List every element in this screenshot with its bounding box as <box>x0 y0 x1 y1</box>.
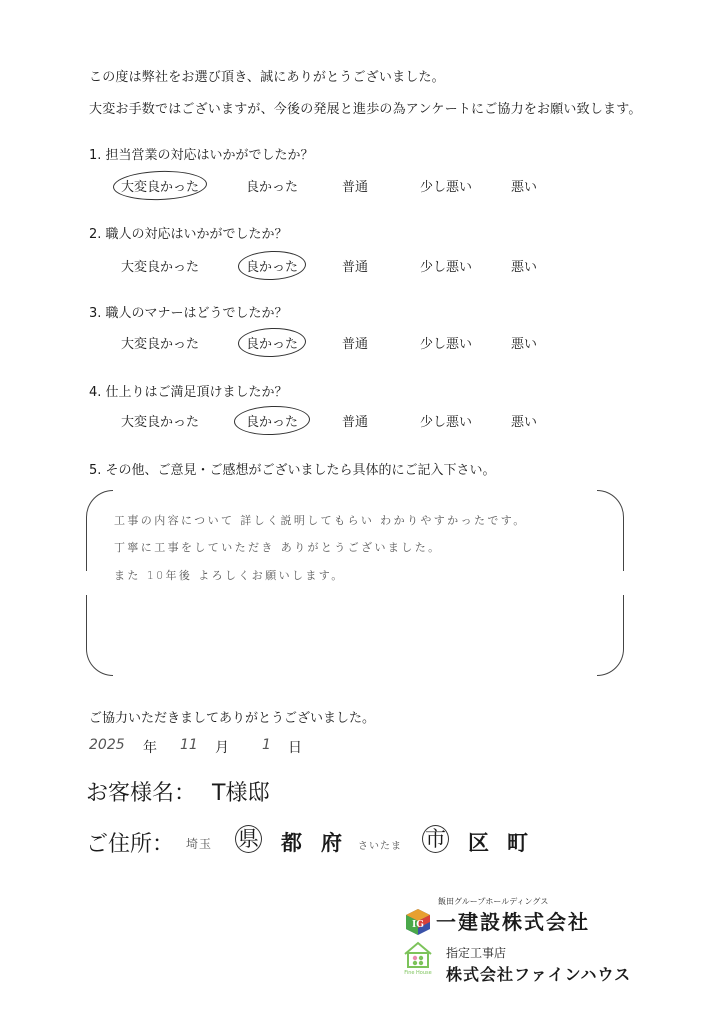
option-very-good[interactable]: 大変良かった <box>121 176 199 195</box>
option-good[interactable]: 良かった <box>246 411 298 430</box>
comments-label: 5. その他、ご意見・ご感想がございましたら具体的にご記入下さい。 <box>89 463 496 478</box>
option-bad[interactable]: 悪い <box>510 337 538 352</box>
option-bad[interactable]: 悪い <box>510 260 538 275</box>
city-unit-shi[interactable]: 市 <box>425 827 446 851</box>
question-label: 4. 仕上りはご満足頂けましたか？ <box>89 385 288 400</box>
prefecture-unit-ken[interactable]: 県 <box>238 827 259 851</box>
bracket-bottom-right <box>597 595 624 676</box>
option-good[interactable]: 良かった <box>245 180 299 195</box>
intro-line-1: この度は弊社をお選び頂き、誠にありがとうございました。 <box>89 70 445 85</box>
customer-name[interactable]: T様邸 <box>212 781 270 806</box>
address-city-value[interactable]: さいたま <box>358 841 402 852</box>
group-name: 飯田グループホールディングス <box>438 897 549 906</box>
option-slightly-bad[interactable]: 少し悪い <box>419 260 473 275</box>
option-slightly-bad[interactable]: 少し悪い <box>419 415 473 430</box>
option-average[interactable]: 普通 <box>341 415 369 430</box>
comment-line-1: 工事の内容について 詳しく説明してもらい わかりやすかったです。 <box>114 514 527 527</box>
option-slightly-bad[interactable]: 少し悪い <box>419 337 473 352</box>
prefecture-unit-to[interactable]: 都 <box>281 831 302 855</box>
option-slightly-bad[interactable]: 少し悪い <box>419 180 473 195</box>
option-very-good[interactable]: 大変良かった <box>120 337 200 352</box>
shop-name: 株式会社ファインハウス <box>446 965 632 984</box>
date-month-unit: 月 <box>215 740 229 756</box>
bracket-bottom-left <box>86 595 113 676</box>
company-name: 一建設株式会社 <box>436 910 590 934</box>
intro-line-2: 大変お手数ではございますが、今後の発展と進歩の為アンケートにご協力をお願い致します。 <box>89 102 642 117</box>
date-month[interactable]: 11 <box>180 737 198 753</box>
svg-text:Fine House: Fine House <box>404 970 432 976</box>
option-average[interactable]: 普通 <box>341 337 369 352</box>
prefecture-unit-fu[interactable]: 府 <box>321 831 342 855</box>
fine-house-logo-icon <box>402 940 434 976</box>
question-label: 2. 職人の対応はいかがでしたか？ <box>89 227 288 242</box>
date-day-unit: 日 <box>288 740 302 756</box>
option-very-good[interactable]: 大変良かった <box>120 415 200 430</box>
svg-text:IG: IG <box>412 920 424 930</box>
date-year-unit: 年 <box>143 740 157 756</box>
option-average[interactable]: 普通 <box>341 180 369 195</box>
customer-label: お客様名： <box>86 781 197 806</box>
option-very-good[interactable]: 大変良かった <box>120 260 200 275</box>
company-block <box>398 890 638 990</box>
option-average[interactable]: 普通 <box>341 260 369 275</box>
bracket-top-left <box>86 490 113 571</box>
comment-line-2: 丁寧に工事をしていただき ありがとうございました。 <box>114 541 442 554</box>
bracket-top-right <box>597 490 624 571</box>
ig-logo-icon <box>404 908 432 936</box>
option-bad[interactable]: 悪い <box>510 180 538 195</box>
option-good[interactable]: 良かった <box>246 333 298 352</box>
city-unit-machi[interactable]: 町 <box>507 831 528 855</box>
option-good[interactable]: 良かった <box>246 256 298 275</box>
date-year[interactable]: 2025 <box>89 737 125 753</box>
option-bad[interactable]: 悪い <box>510 415 538 430</box>
question-label: 1. 担当営業の対応はいかがでしたか？ <box>89 148 314 163</box>
closing-message: ご協力いただきましてありがとうございました。 <box>89 711 376 726</box>
comment-line-3: また 10年後 よろしくお願いします。 <box>114 569 345 582</box>
address-label: ご住所： <box>86 832 175 857</box>
address-prefecture-value[interactable]: 埼玉 <box>186 837 213 851</box>
comments-box[interactable] <box>86 490 624 676</box>
designated-label: 指定工事店 <box>446 946 507 960</box>
city-unit-ku[interactable]: 区 <box>468 831 489 855</box>
question-label: 3. 職人のマナーはどうでしたか？ <box>89 306 288 321</box>
date-day[interactable]: 1 <box>262 737 271 753</box>
